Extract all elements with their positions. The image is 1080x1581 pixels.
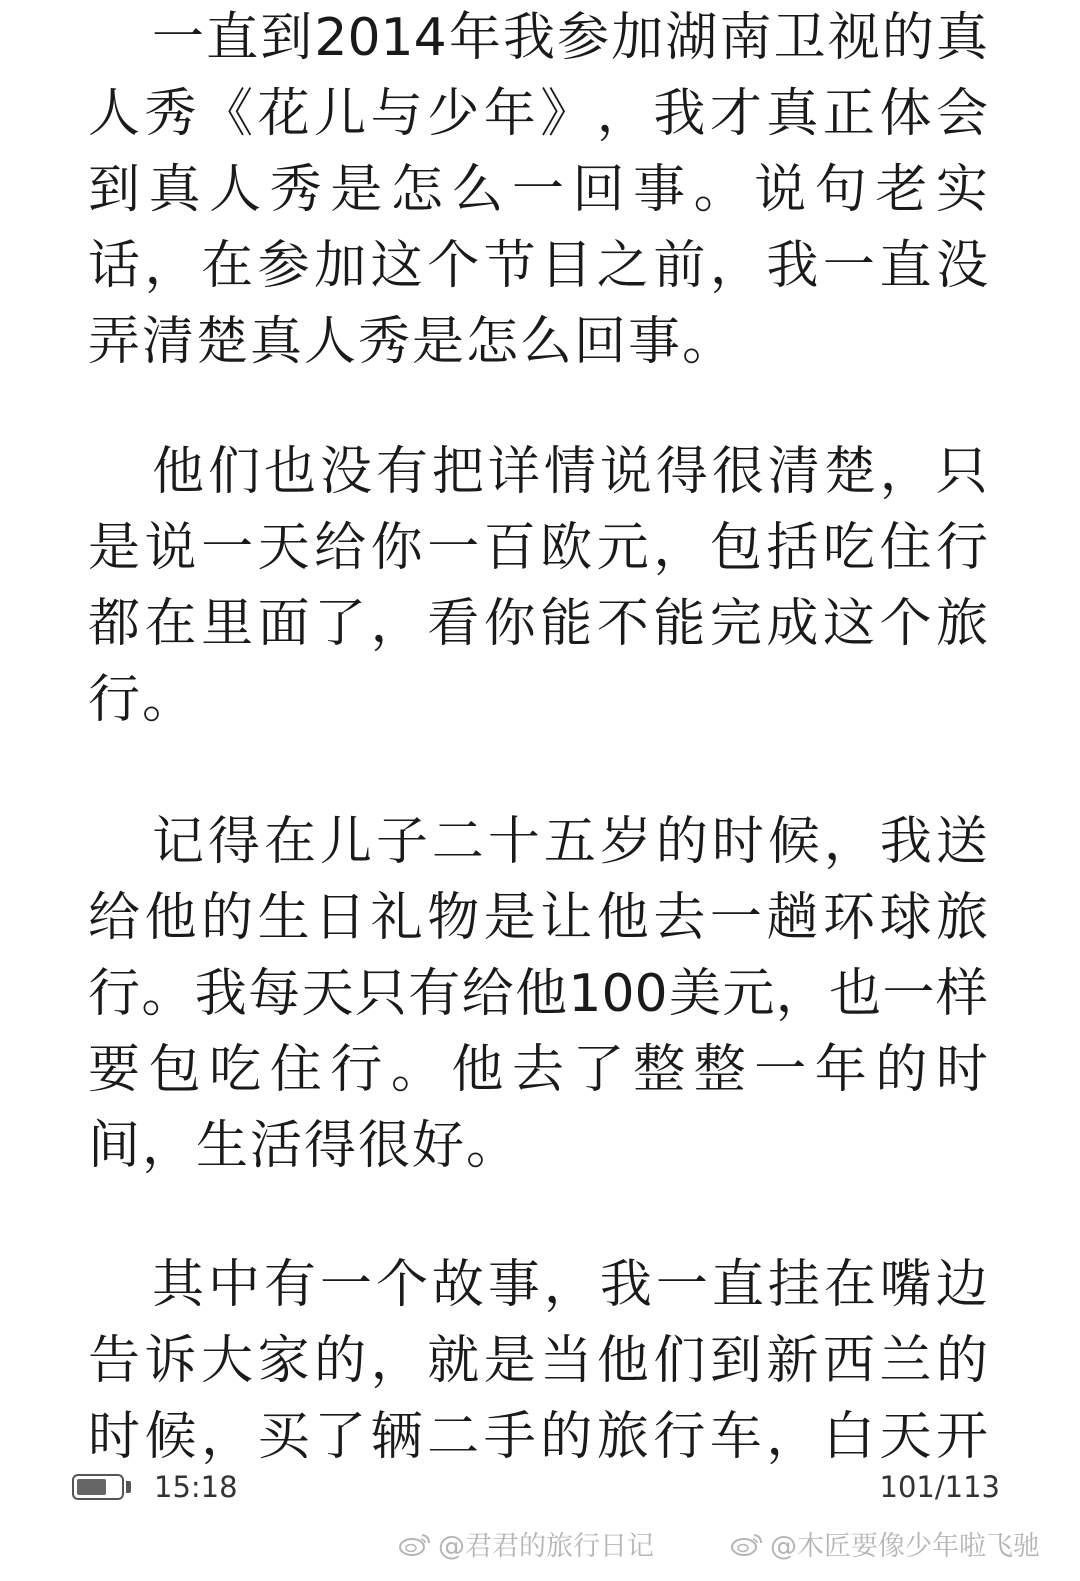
clock: 15:18 [154,1470,238,1504]
reader-text [88,0,988,1475]
reader-status-bar [72,1466,1000,1510]
text-line: 人 秀 《 花 儿 与 少 年 》 ， 我 才 真 正 体 会 [88,84,988,144]
watermark-text: @君君的旅行日记 [438,1531,654,1562]
text-line: 要 包 吃 住 行 。 他 去 了 整 整 一 年 的 时 [88,1040,988,1100]
watermark [730,1524,1040,1563]
text-line: 到 真 人 秀 是 怎 么 一 回 事 。 说 句 老 实 [88,160,988,220]
weibo-icon [398,1531,432,1557]
paragraph [88,1247,988,1475]
text-line: 是 说 一 天 给 你 一 百 欧 元 ， 包 括 吃 住 行 [88,518,988,578]
paragraph [88,434,988,738]
weibo-icon [730,1531,764,1557]
battery-tip [126,1481,131,1493]
text-line: 给 他 的 生 日 礼 物 是 让 他 去 一 趟 环 球 旅 [88,888,988,948]
text-line: 弄清楚真人秀是怎么回事。 [88,312,737,372]
text-line: 都 在 里 面 了 ， 看 你 能 不 能 完 成 这 个 旅 [88,594,988,654]
battery-level [77,1479,106,1495]
page-number: 101/113 [879,1470,1000,1504]
text-line: 告 诉 大 家 的 ， 就 是 当 他 们 到 新 西 兰 的 [88,1331,988,1391]
paragraph [88,804,988,1184]
text-line: 记 得 在 儿 子 二 十 五 岁 的 时 候 ， 我 送 [152,812,988,872]
watermark [398,1524,654,1563]
watermark-text: @木匠要像少年啦飞驰 [770,1531,1040,1562]
text-line: 行。 [88,670,197,730]
text-line: 其 中 有 一 个 故 事 ， 我 一 直 挂 在 嘴 边 [152,1255,988,1315]
text-line: 时 候 ， 买 了 辆 二 手 的 旅 行 车 ， 白 天 开 [88,1407,988,1467]
text-line: 他 们 也 没 有 把 详 情 说 得 很 清 楚 ， 只 [152,442,988,502]
text-line: 间，生活得很好。 [88,1116,521,1176]
battery-icon [72,1474,124,1500]
text-line: 一 直 到 2014 年 我 参 加 湖 南 卫 视 的 真 [152,8,988,68]
paragraph [88,0,988,380]
text-line: 行 。 我 每 天 只 有 给 他 100 美 元 ， 也 一 样 [88,964,988,1024]
text-line: 话 ， 在 参 加 这 个 节 目 之 前 ， 我 一 直 没 [88,236,988,296]
